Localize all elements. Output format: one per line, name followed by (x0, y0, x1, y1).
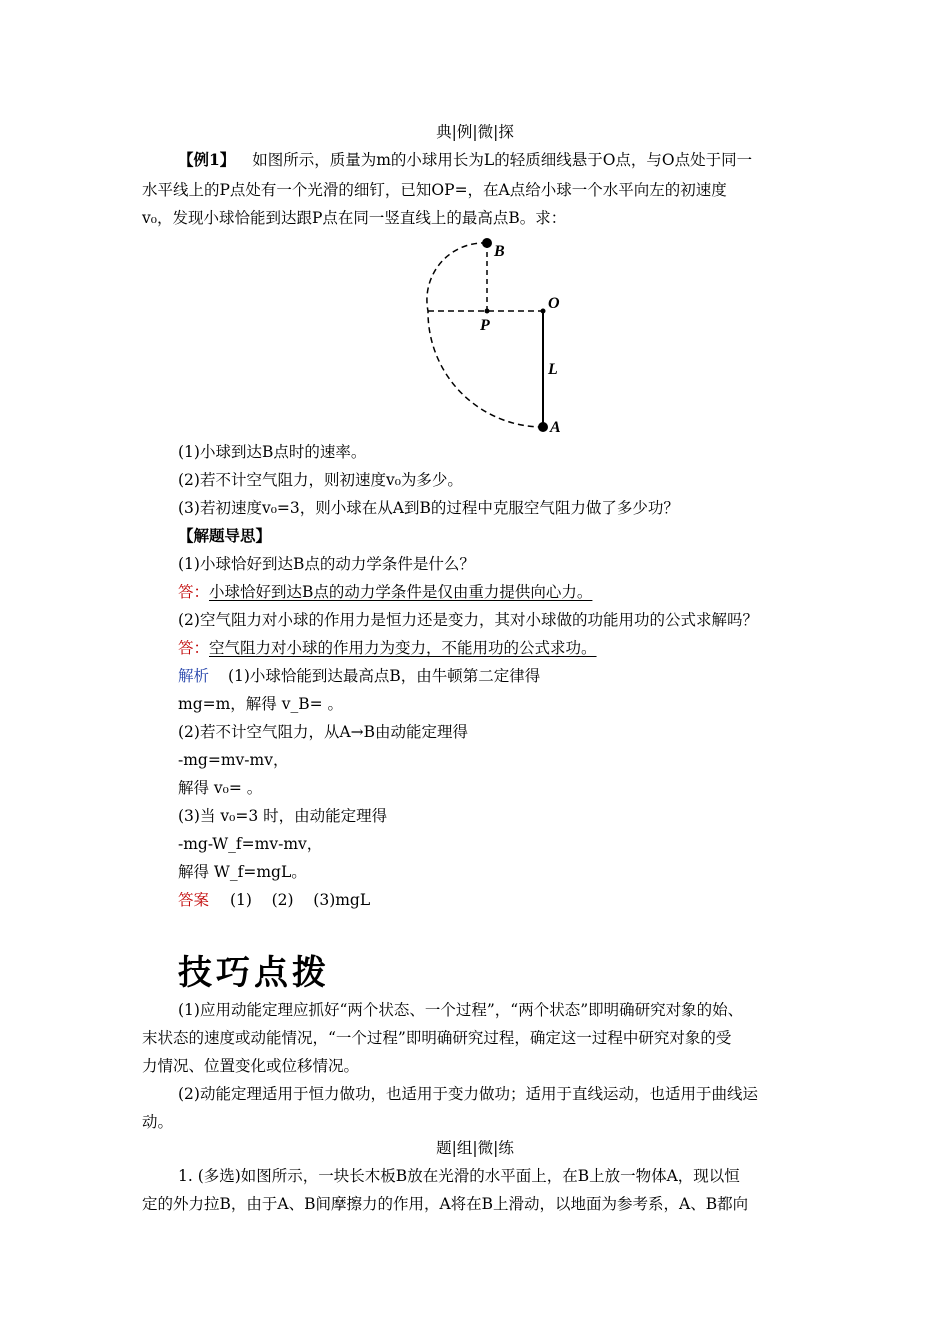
example-text-1: 如图所示，质量为m的小球用长为L的轻质细线悬于O点，与O点处于同一 (252, 151, 753, 169)
analysis-line-5: 解得 v₀= 。 (178, 779, 263, 797)
pendulum-figure (414, 232, 574, 437)
tips-p2-line-2: 动。 (142, 1113, 174, 1131)
tips-p1-line-3: 力情况、位置变化或位移情况。 (142, 1057, 360, 1075)
example-line-2: 水平线上的P点处有一个光滑的细钉，已知OP=，在A点给小球一个水平向左的初速度 (142, 181, 727, 199)
guide-a2-text: 空气阻力对小球的作用力为变力，不能用功的公式求功。 (209, 639, 597, 657)
answer-label: 答案 (178, 891, 210, 909)
tips-p2-line-1: (2)动能定理适用于恒力做功，也适用于变力做功；适用于直线运动，也适用于曲线运 (178, 1085, 758, 1103)
label-l: L (548, 361, 558, 378)
guide-title: 【解题导思】 (178, 526, 272, 545)
question-1: (1)小球到达B点时的速率。 (178, 443, 367, 461)
label-a: A (550, 419, 561, 436)
tips-p1-line-2: 末状态的速度或动能情况，“一个过程”即明确研究过程，确定这一过程中研究对象的受 (142, 1029, 732, 1047)
ball-a (538, 422, 548, 432)
label-b: B (494, 243, 505, 260)
point-p (485, 309, 490, 314)
practice-q1-line-2: 定的外力拉B，由于A、B间摩擦力的作用，A将在B上滑动，以地面为参考系，A、B都向 (142, 1195, 749, 1213)
analysis-line-6: (3)当 v₀=3 时，由动能定理得 (178, 807, 388, 825)
dashed-arc (427, 243, 543, 427)
question-2: (2)若不计空气阻力，则初速度v₀为多少。 (178, 471, 463, 489)
tips-p1-line-1: (1)应用动能定理应抓好“两个状态、一个过程”，“两个状态”即明确研究对象的始、 (178, 1001, 744, 1019)
guide-a1-prefix: 答： (178, 583, 210, 601)
tips-title: 技巧点拨 (178, 953, 330, 993)
guide-a2 (178, 638, 597, 658)
analysis-line-3: (2)若不计空气阻力，从A→B由动能定理得 (178, 723, 469, 741)
answer-text: (1) (2) (3)mgL (229, 891, 371, 909)
ball-b (482, 238, 492, 248)
label-o: O (548, 295, 560, 312)
guide-q2: (2)空气阻力对小球的作用力是恒力还是变力，其对小球做的功能用功的公式求解吗？ (178, 611, 758, 629)
answer-line (178, 890, 370, 910)
example-tag: 【例1】 (178, 150, 236, 169)
guide-q1: (1)小球恰好到达B点的动力学条件是什么？ (178, 555, 475, 573)
analysis-line-4: -mg=mv-mv， (178, 751, 289, 769)
label-p: P (480, 317, 490, 334)
guide-a1 (178, 582, 592, 602)
analysis-line-8: 解得 W_f=mgL。 (178, 863, 307, 881)
analysis-line-1 (178, 666, 540, 686)
point-o (541, 309, 546, 314)
practice-heading: 题|组|微|练 (436, 1139, 514, 1157)
analysis-line-7: -mg-W_f=mv-mv， (178, 835, 323, 853)
question-3: (3)若初速度v₀=3，则小球在从A到B的过程中克服空气阻力做了多少功？ (178, 499, 679, 517)
analysis-text-1: (1)小球恰能到达最高点B，由牛顿第二定律得 (227, 667, 541, 685)
example-line-3: v₀，发现小球恰能到达跟P点在同一竖直线上的最高点B。求： (142, 209, 567, 227)
guide-a2-prefix: 答： (178, 639, 210, 657)
analysis-line-2: mg=m，解得 v_B= 。 (178, 695, 344, 713)
example-line-1 (178, 150, 752, 170)
section-heading: 典|例|微|探 (436, 123, 514, 141)
practice-q1-line-1: 1. (多选)如图所示，一块长木板B放在光滑的水平面上，在B上放一物体A，现以恒 (178, 1167, 740, 1185)
analysis-label: 解析 (178, 667, 210, 685)
guide-a1-text: 小球恰好到达B点的动力学条件是仅由重力提供向心力。 (209, 583, 593, 601)
